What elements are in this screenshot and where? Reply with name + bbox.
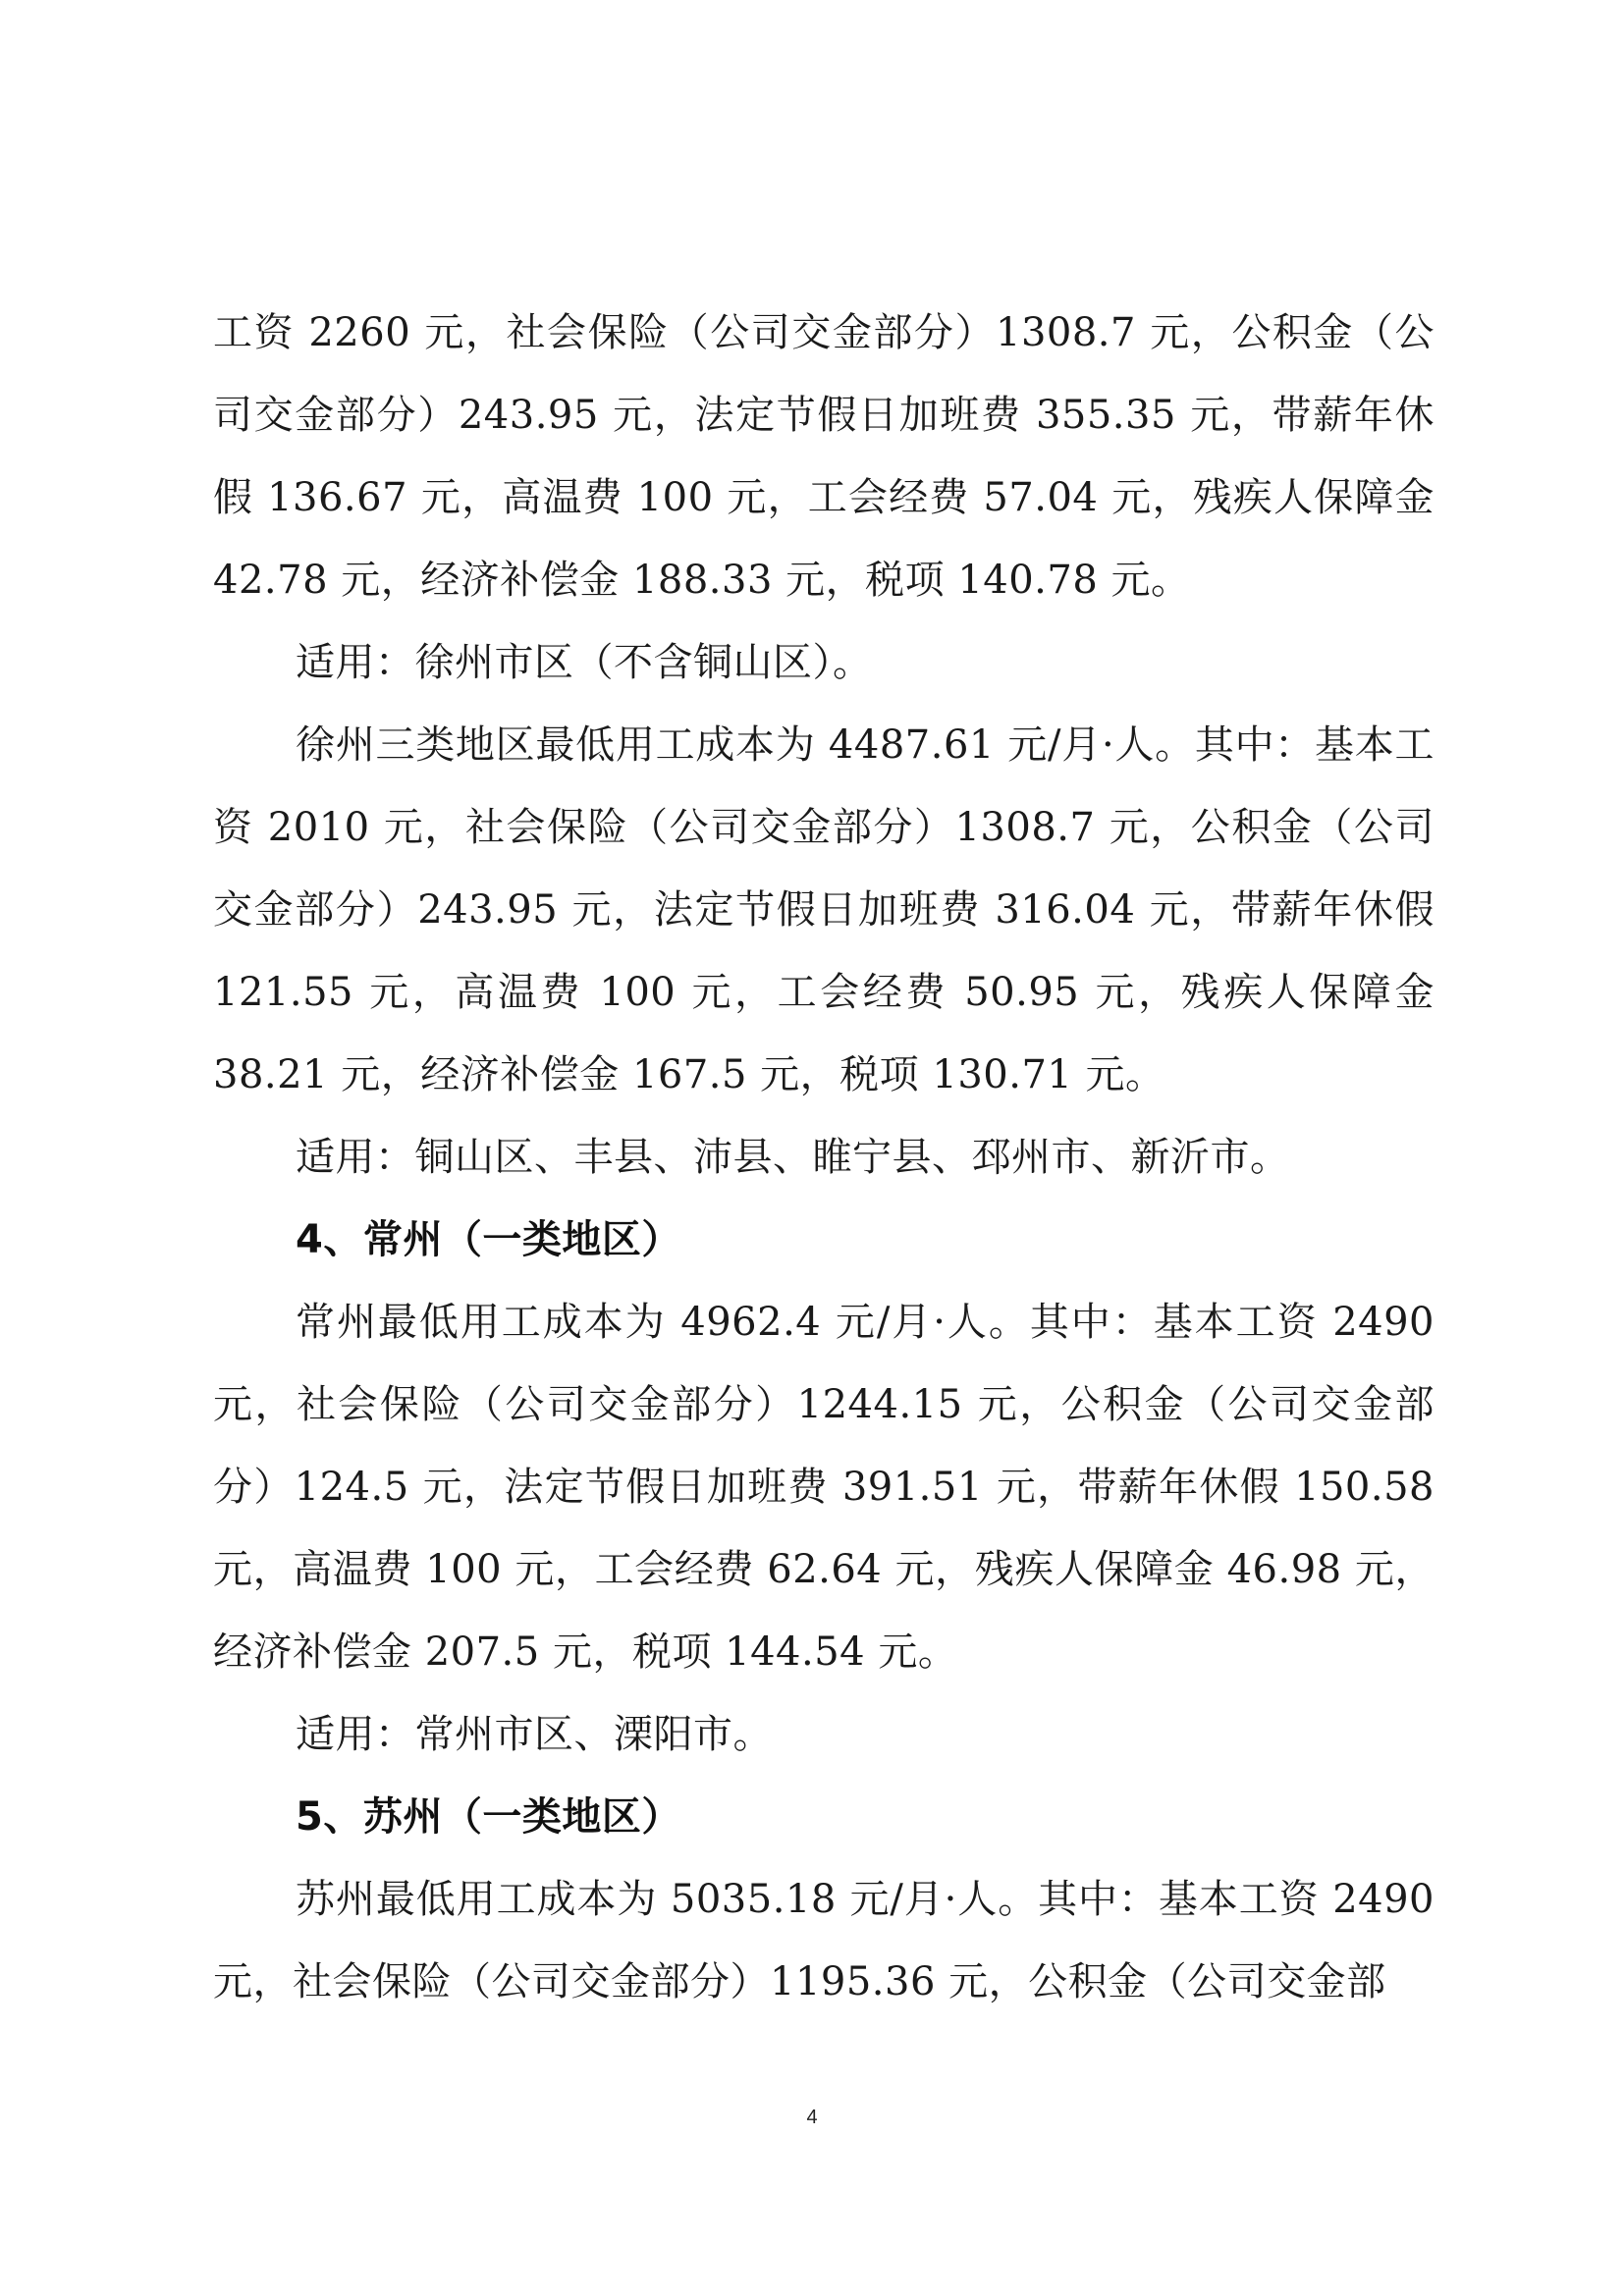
page-body <box>213 292 1435 2023</box>
paragraph-changzhou-cost: 常州最低用工成本为 4962.4 元/月·人。其中：基本工资 2490 元，社会保险（公司交金部分）1244.15 元，公积金（公司交金部分）124.5 元，法定节假日加班费 391.51 元，带薪年休假 150.58 元，高温费 100 元，工会经费 62.64 元，残疾人保障金 46.98 元，经济补偿金 207.5 元，税项 144.54 元。 <box>213 1300 1435 1675</box>
paragraph-suzhou-cost: 苏州最低用工成本为 5035.18 元/月·人。其中：基本工资 2490 元，社会保险（公司交金部分）1195.36 元，公积金（公司交金部 <box>213 1877 1435 2004</box>
paragraph-xuzhou-2-scope: 适用：徐州市区（不含铜山区）。 <box>296 640 873 685</box>
paragraph-changzhou-scope: 适用：常州市区、溧阳市。 <box>296 1712 773 1757</box>
paragraph-xuzhou-3-scope: 适用：铜山区、丰县、沛县、睢宁县、邳州市、新沂市。 <box>296 1135 1290 1180</box>
section-heading-changzhou: 4、常州（一类地区） <box>296 1217 681 1262</box>
page-number: 4 <box>806 2107 818 2128</box>
paragraph-xuzhou-3-cost: 徐州三类地区最低用工成本为 4487.61 元/月·人。其中：基本工资 2010 元，社会保险（公司交金部分）1308.7 元，公积金（公司交金部分）243.95 元，法定节假日加班费 316.04 元，带薪年休假 121.55 元，高温费 100 元，工会经费 50.95 元，残疾人保障金 38.21 元，经济补偿金 167.5 元，税项 130.71 元。 <box>213 722 1435 1097</box>
section-heading-suzhou: 5、苏州（一类地区） <box>296 1794 681 1840</box>
paragraph-xuzhou-2-continued: 工资 2260 元，社会保险（公司交金部分）1308.7 元，公积金（公司交金部分）243.95 元，法定节假日加班费 355.35 元，带薪年休假 136.67 元，高温费 100 元，工会经费 57.04 元，残疾人保障金 42.78 元，经济补偿金 188.33 元，税项 140.78 元。 <box>213 310 1435 603</box>
